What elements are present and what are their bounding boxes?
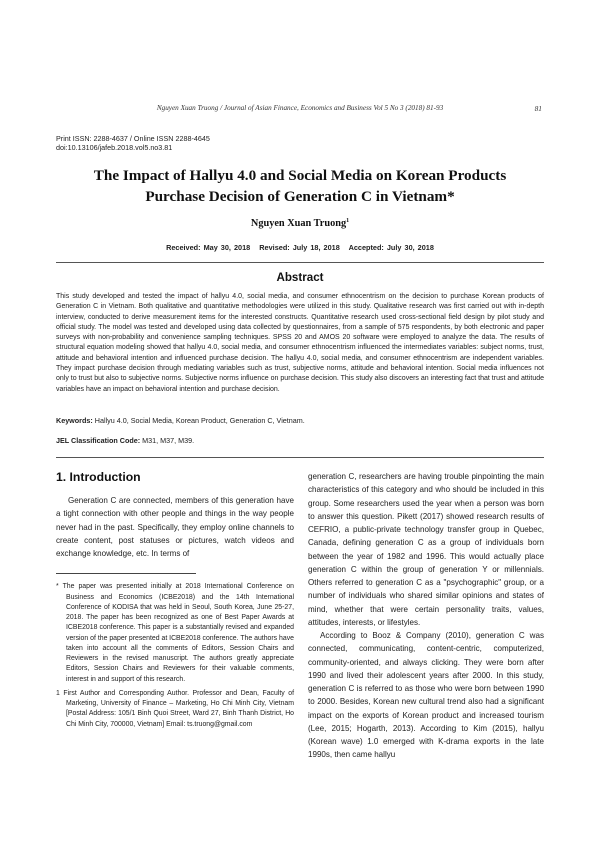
author-name: Nguyen Xuan Truong xyxy=(250,218,347,229)
jel-value: M31, M37, M39. xyxy=(142,436,195,445)
running-head: Nguyen Xuan Truong / Journal of Asian Finance, Economics and Business Vol 5 No 3 (2018) 81-93 xyxy=(156,104,444,112)
abstract-body: This study developed and tested the impact of hallyu 4.0, social media, and consumer ethnocentrism on the decision to purchase Korean products of Generation C in Vietnam. Both qualitative and quantitative methodologies were utilized in this study. Qualitative research was first carried out with in-depth interview, conducted to derive measurement items for the interested constructs. Quantitative research used cross-sectional field design by pilot study and official study. The model was tested and developed using data collected by questionnaires, from a sample of 575 respondents, by both electronic and paper surveys with non-probability and convenience sampling techniques. SPSS 20 and AMOS 20 software were employed to analyze the data. The results of structural equation modeling showed that hallyu 4.0, social media, and consumer ethnocentrism influenced the intermediates variables: subject norms, trust, attitude and behavioral intention and influenced purchase decision. The hallyu 4.0, social media, and consumer ethnocentrism are independent variables. They impact purchase decision through mediating variables such as trust, subjective norms, attitude and behavioral intention. Social media influences not only to trust but also to subjective norms. Subjective norms influence on purchase decision. This study also discovers an interesting fact that trust and attitude variables have an impact on behavioral intention and purchase decision. xyxy=(56,293,544,393)
footnote-separator xyxy=(56,573,196,574)
jel-line xyxy=(56,436,544,445)
issn-block xyxy=(56,134,210,152)
footnote-star: * The paper was presented initially at 2018 International Conference on Business and Economics (ICBE2018) and the 14th International Conference of KODISA that was held in Seoul, South Korea, June 25-27, 2018. The paper has been recognized as one of Best Paper Awards at ICBE2018 conference. This paper is a substantially revised and expanded version of the paper presented at ICBE2018 conference. The authors have taken into account all the comments of Editors, Session Chairs and Reviewers in the revised manuscript. The authors greatly appreciate Editors, Session Chairs and Reviewers for their valuable comments, interest in and support of this research. xyxy=(56,583,294,683)
abstract-heading: Abstract xyxy=(276,271,324,284)
doi-line: doi:10.13106/jafeb.2018.vol5.no3.81 xyxy=(56,143,173,153)
keywords-line xyxy=(56,416,544,425)
body-top-rule xyxy=(56,457,544,458)
submission-dates: Received: May 30, 2018 Revised: July 18, 2018 Accepted: July 30, 2018 xyxy=(166,243,434,252)
intro-paragraph-1: Generation C are connected, members of this generation have a tight connection with other people and things in the way people never had in the past. Specifically, they employ online channels to create content, post statuses or pictures, watch videos and exchange knowledge, etc. In terms of xyxy=(56,496,294,558)
right-paragraph-2: According to Booz & Company (2010), generation C was connected, communicating, content-centric, computerized, community-oriented, and always clicking. They were born after 1990 and lived their adolescent years after 2000. In this study, generation C is referred to as those who were born between 1990 to 2000. Besides, Korean new cultural trend also had a significant impact on the exports of Korean product and increased tourism (Lee, 2015; Hogarth, 2013). According to Kim (2015), hallyu (Korean wave) 1.0 emerged with K-drama exports in the late 1990s, then came hallyu xyxy=(308,631,544,760)
issn-line: Print ISSN: 2288-4637 / Online ISSN 2288-4645 xyxy=(56,134,210,143)
section-heading-introduction: 1. Introduction xyxy=(56,470,141,484)
title-line-1: The Impact of Hallyu 4.0 and Social Media on Korean Products xyxy=(93,167,507,184)
right-paragraph-1: generation C, researchers are having trouble pinpointing the main characteristics of this category and who should be included in this group. Some researchers used the year when a person was born to answer this question. Pikett (2017) showed research results of CEFRIO, a public-private technology transfer group in Quebec, Canada, defining generation C as a group of individuals born between the year of 1982 and 1996. This would actually place generation C within the group of generation Y or millennials. Others referred to generation C as a "psychographic" group, or a number of individuals who shared similar opinions and states of mind, whether that were certain personality traits, values, attitudes, interests, or lifestyles. xyxy=(308,472,544,627)
author-line xyxy=(100,218,500,229)
left-column xyxy=(56,470,294,732)
right-column xyxy=(308,470,544,762)
footnote-1: 1 First Author and Corresponding Author. Professor and Dean, Faculty of Marketing, University of Finance – Marketing, Ho Chi Minh City, Vietnam [Postal Address: 105/1 Binh Quoi Street, Ward 27, Binh Thanh District, Ho Chi Minh City, 700000, Vietnam] Email: ts.truong@gmail.com xyxy=(56,689,294,728)
jel-label: JEL Classification Code: xyxy=(56,436,141,445)
abstract-top-rule xyxy=(56,262,544,263)
paper-title xyxy=(40,165,560,207)
title-line-2: Purchase Decision of Generation C in Vietnam* xyxy=(145,188,455,205)
keywords-label: Keywords: xyxy=(56,416,93,425)
keywords-value: Hallyu 4.0, Social Media, Korean Product, Generation C, Vietnam. xyxy=(94,416,305,425)
author-footnote-marker: 1 xyxy=(346,218,350,224)
page-number: 81 xyxy=(534,104,542,113)
